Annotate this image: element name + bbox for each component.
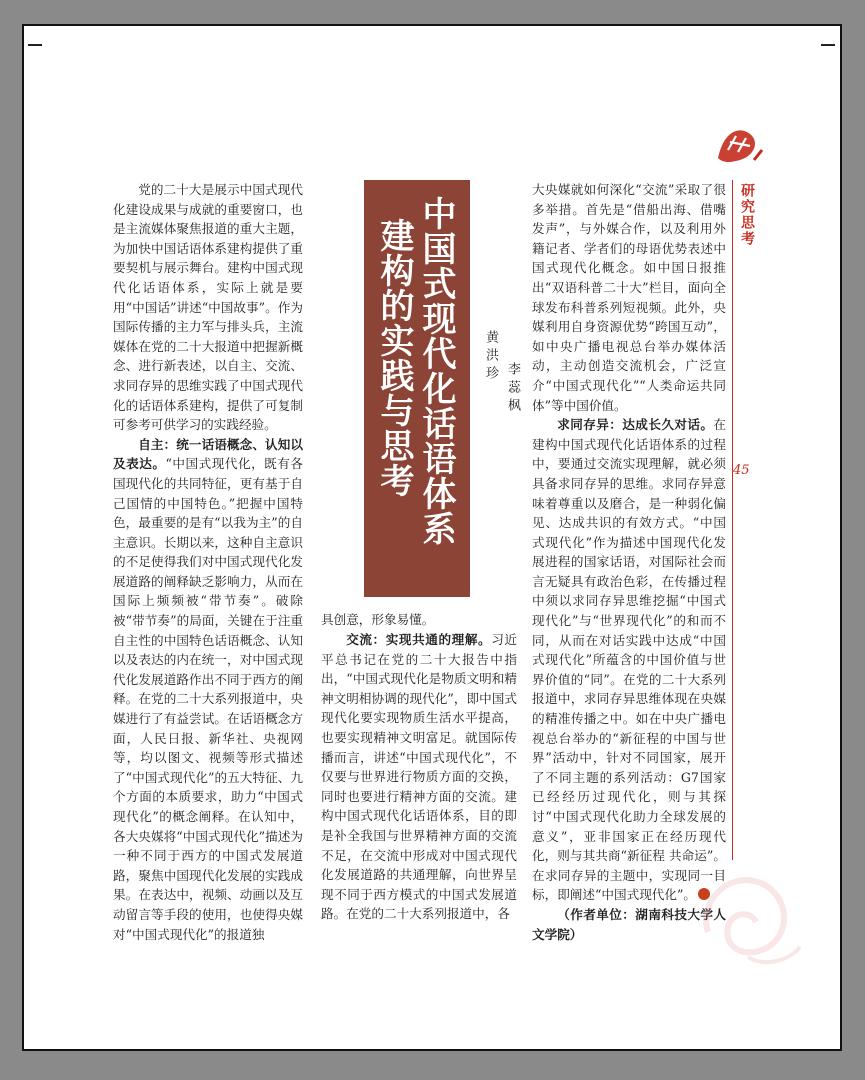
- author-affiliation: （作者单位：湖南科技大学人文学院）: [532, 906, 726, 942]
- paragraph-continuation: 具创意，形象易懂。: [321, 612, 435, 627]
- text-column-2-continuation: [321, 610, 517, 630]
- title-line-1: 中国式现代化话语体系: [416, 196, 456, 546]
- heading-autonomy: 自主：统一话语概念、认知以及表达。: [113, 436, 303, 472]
- author-2: 李蕊枫: [505, 362, 520, 416]
- text-column-3: [532, 180, 726, 944]
- paragraph-common-ground: 求同存异：达成长久对话。在建构中国式现代化话语体系的过程中，要通过交流实现理解，就必须具备求同存异的思维。求同存异意味着尊重以及磨合，是一种弱化偏见、达成共识的有效方式。“中国式现代化”作为描述中国现代化发展进程的国家话语，对国际社会而言无疑具有政治色彩，在传播过程中须以求同存异思维挖掘“中国式现代化”与“世界现代化”的和而不同，从而在对话实践中达成“中国式现代化”所蕴含的中国价值与世界价值的“同”。在党的二十大系列报道中，求同存异思维体现在央媒的精准传播之中。如在中央广播电视总台举办的“新征程的中国与世界”活动中，针对不同国家，展开了不同主题的系列活动：G7国家已经经历过现代化，则与其探讨“中国式现代化助力全球发展的意义”，亚非国家正在经历现代化，则与其共商“新征程 共命运”。在求同存异的主题中，实现同一目标，即阐述“中国式现代化”。: [532, 417, 726, 903]
- crop-mark-top-left: [28, 30, 42, 46]
- title-line-2: 建构的实践与思考: [374, 218, 414, 498]
- title-block: [364, 180, 470, 597]
- text-column-2: [321, 630, 517, 924]
- paragraph-intro: 党的二十大是展示中国式现代化建设成果与成就的重要窗口，也是主流媒体聚焦报道的重大主题，为加快中国话语体系建构提供了重要契机与展示舞台。建构中国式现代化话语体系，实际上就是要用“中国话”讲述“中国故事”。作为国际传播的主力军与排头兵，主流媒体在党的二十大报道中把握新概念、进行新表述，以自主、交流、求同存异的思维实践了中国式现代化的话语体系建构，提供了可复制可参考可供学习的实践经验。: [113, 182, 303, 433]
- paragraph-exchange: 交流：实现共通的理解。习近平总书记在党的二十大报告中指出，“中国式现代化是物质文明和精神文明相协调的现代化”，即中国式现代化要实现物质生活水平提高，也要实现精神文明富足。就国际传播而言，讲述“中国式现代化”，不仅要与世界进行物质方面的交换，同时也要进行精神方面的交流。建构中国式现代化话语体系，目的即是补全我国与世界精神方面的交流不足，在交流中形成对中国式现代化发展道路的共通理解，向世界呈现不同于西方模式的中国式发展道路。在党的二十大系列报道中，各: [321, 632, 518, 922]
- paragraph-autonomy: 自主：统一话语概念、认知以及表达。“中国式现代化，既有各国现代化的共同特征，更有基于自己国情的中国特色。”把握中国特色，最重要的是有“以我为主”的自主意识。长期以来，这种自主意识的不足使得我们对中国式现代化发展道路的阐释缺乏影响力，从而在国际上频频被“带节奏”。破除被“带节奏”的局面，关键在于注重自主性的中国特色话语概念、认知以及表达的内在统一，对中国式现代化发展道路作出不同于西方的阐释。在党的二十大系列报道中，央媒进行了有益尝试。在话语概念方面，人民日报、新华社、央视网等，均以图文、视频等形式描述了“中国式现代化”的五大特征、九个方面的本质要求，助力“中国式现代化”的概念阐释。在认知中，各大央媒将“中国式现代化”描述为一种不同于西方的中国式发展道路，聚焦中国现代化发展的实践成果。在表达中，视频、动画以及互动留言等手段的使用，也使得央媒对“中国式现代化”的报道独: [113, 436, 303, 942]
- section-label: 研究思考: [739, 183, 755, 247]
- heading-common-ground: 求同存异：达成长久对话。: [557, 417, 714, 433]
- page-number: 45: [733, 463, 750, 478]
- author-1: 黄洪珍: [483, 330, 498, 384]
- heading-exchange: 交流：实现共通的理解。: [346, 632, 492, 647]
- text-column-1: [113, 180, 303, 944]
- crop-mark-top-right: [821, 30, 835, 46]
- decorative-swirl-icon: [688, 862, 808, 972]
- paragraph-media-measures: 大央媒就如何深化“交流”采取了很多举措。首先是“借船出海、借嘴发声”，与外媒合作，以及利用外籍记者、学者们的母语优势表述中国式现代化概念。如中国日报推出“双语科普二十大”栏目，面向全球发布科普系列短视频。此外，央媒利用自身资源优势“跨国互动”，如中央广播电视总台举办媒体活动，主动创造交流机会，广泛宣介“中国式现代化”“人类命运共同体”等中国价值。: [532, 182, 726, 413]
- journal-logo-icon: [710, 120, 768, 172]
- side-rule: [732, 180, 733, 860]
